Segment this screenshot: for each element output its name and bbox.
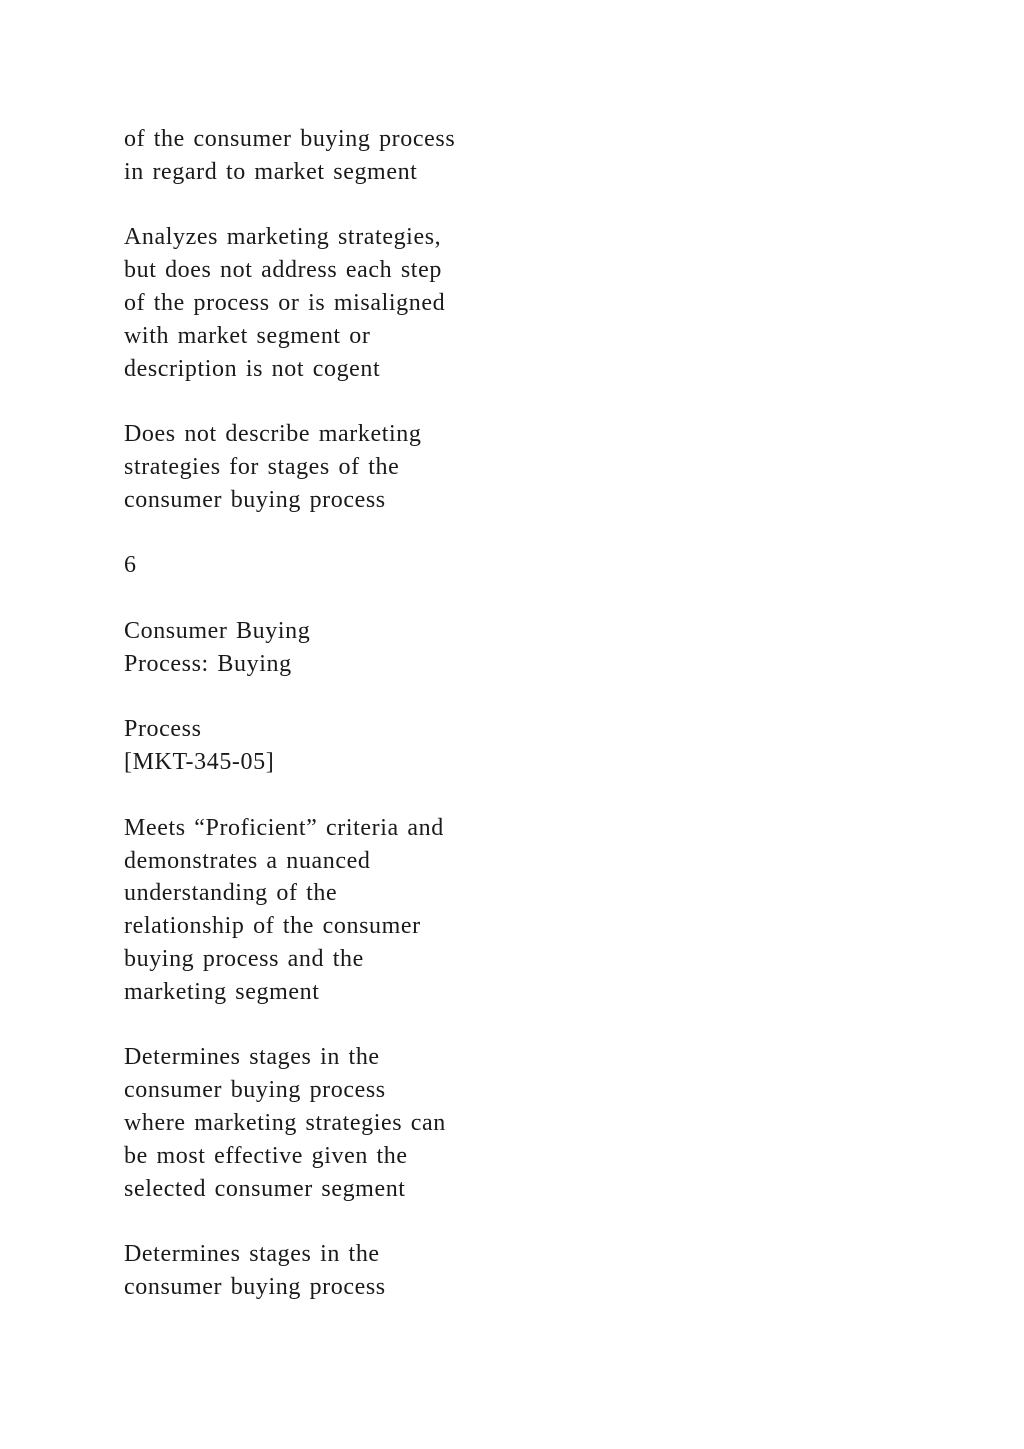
text-line: marketing segment <box>124 978 320 1005</box>
paragraph-1 <box>124 123 584 189</box>
text-line: Determines stages in the <box>124 1241 380 1268</box>
text-line: of the process or is misaligned <box>124 289 446 316</box>
point-value: 6 <box>124 552 137 579</box>
text-line: of the consumer buying process <box>124 126 456 152</box>
text-line: Analyzes marketing strategies, <box>124 224 442 251</box>
text-line: Does not describe marketing <box>124 421 422 448</box>
paragraph-4 <box>124 549 584 582</box>
text-line: demonstrates a nuanced <box>124 847 371 874</box>
text-line: selected consumer segment <box>124 1175 406 1202</box>
text-line: consumer buying process <box>124 486 386 513</box>
criterion-code: [MKT-345-05] <box>124 749 275 776</box>
text-line: understanding of the <box>124 880 338 907</box>
paragraph-5 <box>124 615 584 681</box>
text-line: consumer buying process <box>124 1077 386 1104</box>
criterion-title: Consumer Buying <box>124 617 311 644</box>
text-line: be most effective given the <box>124 1142 408 1169</box>
paragraph-6 <box>124 713 584 779</box>
paragraph-9 <box>124 1238 584 1304</box>
paragraph-3 <box>124 418 584 516</box>
text-line: consumer buying process <box>124 1273 386 1300</box>
criterion-title: Process: Buying <box>124 650 292 677</box>
text-line: Determines stages in the <box>124 1044 380 1071</box>
criterion-title: Process <box>124 716 202 743</box>
text-line: relationship of the consumer <box>124 913 421 940</box>
text-line: Meets “Proficient” criteria and <box>124 814 444 841</box>
paragraph-8 <box>124 1041 584 1205</box>
text-line: but does not address each step <box>124 257 442 284</box>
paragraph-2 <box>124 221 584 385</box>
paragraph-7 <box>124 812 584 1009</box>
text-line: with market segment or <box>124 322 371 349</box>
text-line: description is not cogent <box>124 355 381 382</box>
text-column <box>124 123 584 1336</box>
text-line: strategies for stages of the <box>124 453 400 480</box>
text-line: buying process and the <box>124 945 364 972</box>
text-line: where marketing strategies can <box>124 1109 446 1136</box>
text-line: in regard to market segment <box>124 158 418 185</box>
